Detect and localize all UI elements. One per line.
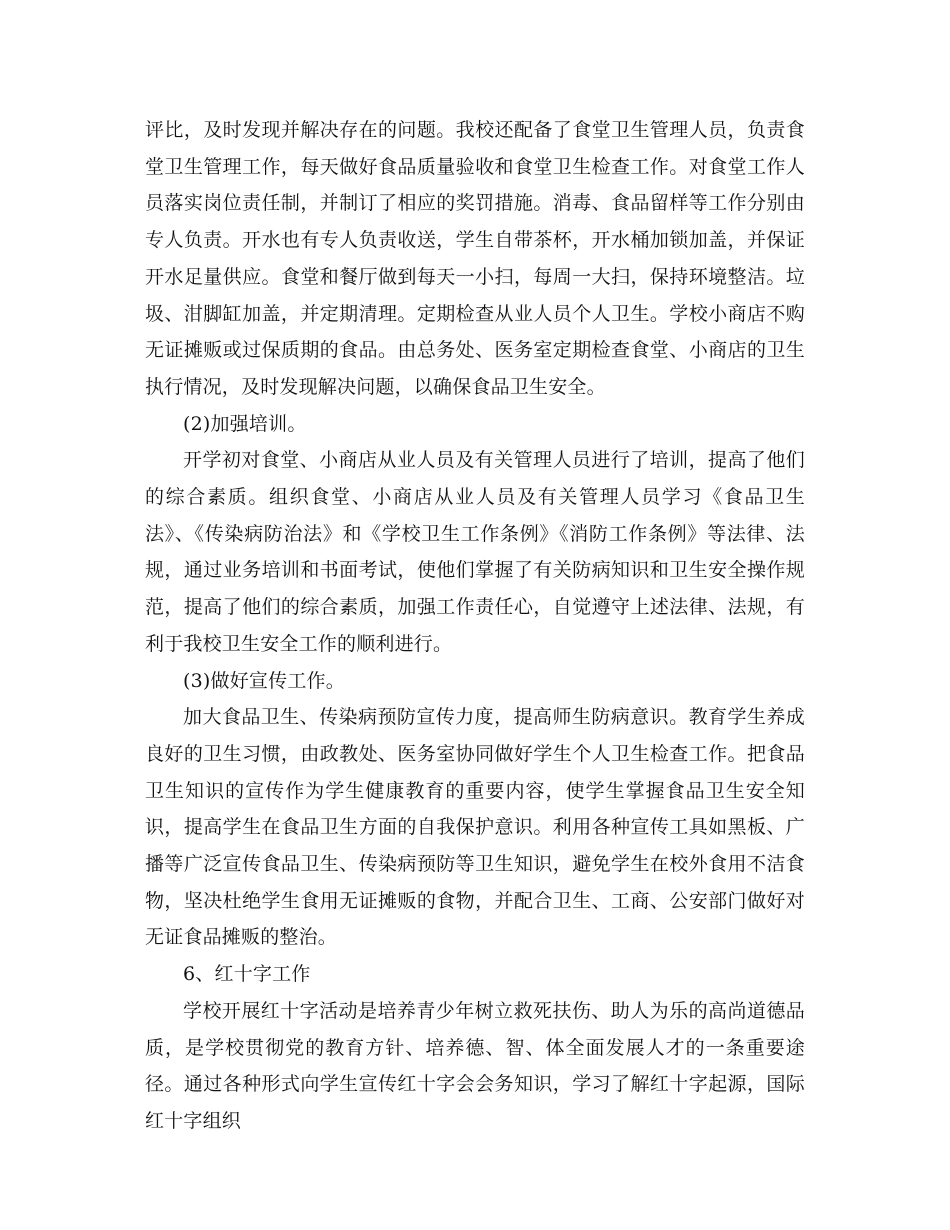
section-heading: (2)加强培训。 bbox=[183, 412, 307, 435]
body-paragraph: 评比，及时发现并解决存在的问题。我校还配备了食堂卫生管理人员，负责食堂卫生管理工作，每天做好食品质量验收和食堂卫生检查工作。对食堂工作人员落实岗位责任制，并制订了相应的奖罚措施。消毒、食品留样等工作分别由专人负责。开水也有专人负责收送，学生自带茶杯，开水桶加锁加盖，并保证开水足量供应。食堂和餐厅做到每天一小扫，每周一大扫，保持环境整洁。垃圾、泔脚缸加盖，并定期清理。定期检查从业人员个人卫生。学校小商店不购无证摊贩或过保质期的食品。由总务处、医务室定期检查食堂、小商店的卫生执行情况，及时发现解决问题，以确保食品卫生安全。 bbox=[145, 119, 805, 398]
document-body bbox=[145, 112, 805, 1140]
section-heading: 6、红十字工作 bbox=[183, 963, 311, 986]
body-paragraph: 加大食品卫生、传染病预防宣传力度，提高师生防病意识。教育学生养成良好的卫生习惯，由政教处、医务室协同做好学生个人卫生检查工作。把食品卫生知识的宣传作为学生健康教育的重要内容，使学生掌握食品卫生安全知识，提高学生在食品卫生方面的自我保护意识。利用各种宣传工具如黑板、广播等广泛宣传食品卫生、传染病预防等卫生知识，避免学生在校外食用不洁食物，坚决杜绝学生食用无证摊贩的食物，并配合卫生、工商、公安部门做好对无证食品摊贩的整治。 bbox=[145, 706, 805, 949]
body-paragraph: 开学初对食堂、小商店从业人员及有关管理人员进行了培训，提高了他们的综合素质。组织食堂、小商店从业人员及有关管理人员学习《食品卫生法》、《传染病防治法》和《学校卫生工作条例》《消防工作条例》等法律、法规，通过业务培训和书面考试，使他们掌握了有关防病知识和卫生安全操作规范，提高了他们的综合素质，加强工作责任心，自觉遵守上述法律、法规，有利于我校卫生安全工作的顺利进行。 bbox=[145, 449, 805, 655]
section-heading: (3)做好宣传工作。 bbox=[183, 669, 345, 692]
body-paragraph: 学校开展红十字活动是培养青少年树立救死扶伤、助人为乐的高尚道德品质，是学校贯彻党的教育方针、培养德、智、体全面发展人才的一条重要途径。通过各种形式向学生宣传红十字会会务知识，学习了解红十字起源，国际红十字组织 bbox=[145, 999, 805, 1132]
